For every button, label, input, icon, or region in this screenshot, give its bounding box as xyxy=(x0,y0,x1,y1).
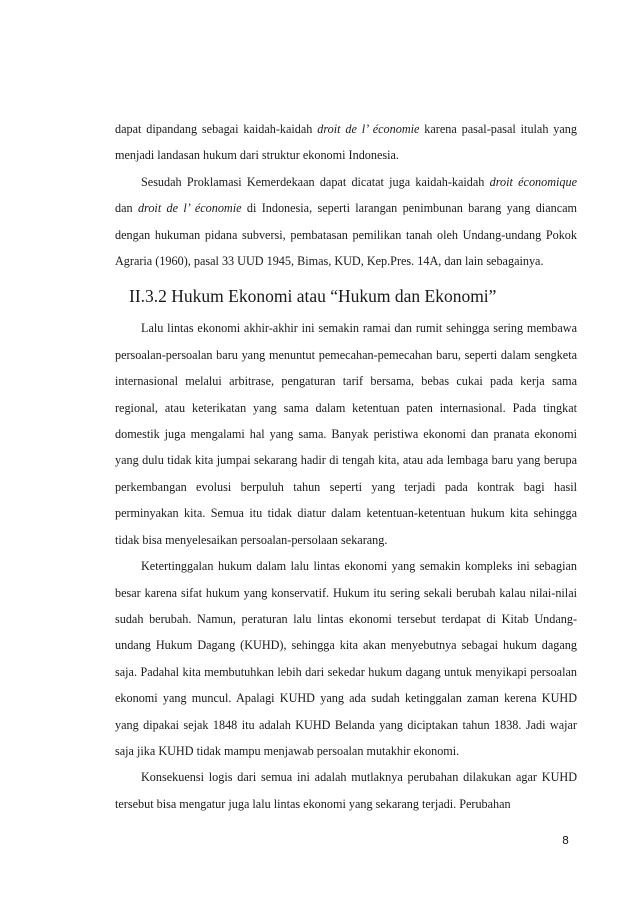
page-body xyxy=(115,116,577,817)
section-heading: II.3.2 Hukum Ekonomi atau “Hukum dan Ekonomi” xyxy=(129,286,497,307)
page-number: 8 xyxy=(562,834,569,847)
paragraph-text: karena pasal-pasal itulah yang menjadi landasan hukum dari struktur ekonomi Indonesia. xyxy=(115,122,577,163)
paragraph-text: Lalu lintas ekonomi akhir-akhir ini semakin ramai dan rumit sehingga sering membawa persoalan-persoalan baru yang menuntut pemecahan-pemecahan baru, seperti dalam sengketa internasional melalui arbitrase, pengaturan tarif bersama, bebas cukai pada kerja sama regional, atau keterikatan yang sama dalam ketentuan paten internasional. Pada tingkat domestik juga mengalami hal yang sama. Banyak peristiwa ekonomi dan pranata ekonomi yang dulu tidak kita jumpai sekarang hadir di tengah kita, atau ada lembaga baru yang berupa perkembangan evolusi berpuluh tahun seperti yang terjadi pada kontrak bagi hasil perminyakan kita. Semua itu tidak diatur dalam ketentuan-ketentuan hukum kita sehingga tidak bisa menyelesaikan persoalan-persolaan sekarang. xyxy=(115,321,577,547)
paragraph-text: di Indonesia, seperti larangan penimbunan barang yang diancam dengan hukuman pidana subversi, pembatasan pemilikan tanah oleh Undang-undang Pokok Agraria (1960), pasal 33 UUD 1945, Bimas, KUD, Kep.Pres. 14A, dan lain sebagainya. xyxy=(115,201,577,269)
body-paragraph xyxy=(115,764,577,817)
body-paragraph xyxy=(115,553,577,764)
body-paragraph xyxy=(115,116,577,169)
paragraph-text: Ketertinggalan hukum dalam lalu lintas ekonomi yang semakin kompleks ini sebagian besar karena sifat hukum yang konservatif. Hukum itu sering sekali berubah kalau nilai-nilai sudah berubah. Namun, peraturan lalu lintas ekonomi tersebut terdapat di Kitab Undang-undang Hukum Dagang (KUHD), sehingga kita akan menyebutnya sebagai hukum dagang saja. Padahal kita membutuhkan lebih dari sekedar hukum dagang untuk menyikapi persoalan ekonomi yang muncul. Apalagi KUHD yang ada sudah ketinggalan zaman kerena KUHD yang dipakai sejak 1848 itu adalah KUHD Belanda yang diciptakan tahun 1838. Jadi wajar saja jika KUHD tidak mampu menjawab persoalan mutakhir ekonomi. xyxy=(115,559,577,758)
body-paragraph xyxy=(115,169,577,275)
paragraphs-after-heading xyxy=(115,315,577,817)
paragraph-text: dapat dipandang sebagai kaidah-kaidah xyxy=(115,122,318,136)
italic-term: droit économique xyxy=(489,174,578,189)
italic-term: droit de l’ économie xyxy=(317,122,420,136)
paragraph-text: Konsekuensi logis dari semua ini adalah mutlaknya perubahan dilakukan agar KUHD tersebut bisa mengatur juga lalu lintas ekonomi yang sekarang terjadi. Perubahan xyxy=(115,770,577,811)
paragraph-text: Sesudah Proklamasi Kemerdekaan dapat dicatat juga kaidah-kaidah xyxy=(141,174,490,189)
paragraphs-before-heading xyxy=(115,116,577,274)
paragraph-text: dan xyxy=(115,201,138,216)
italic-term: droit de l’ économie xyxy=(137,201,242,216)
body-paragraph xyxy=(115,315,577,553)
